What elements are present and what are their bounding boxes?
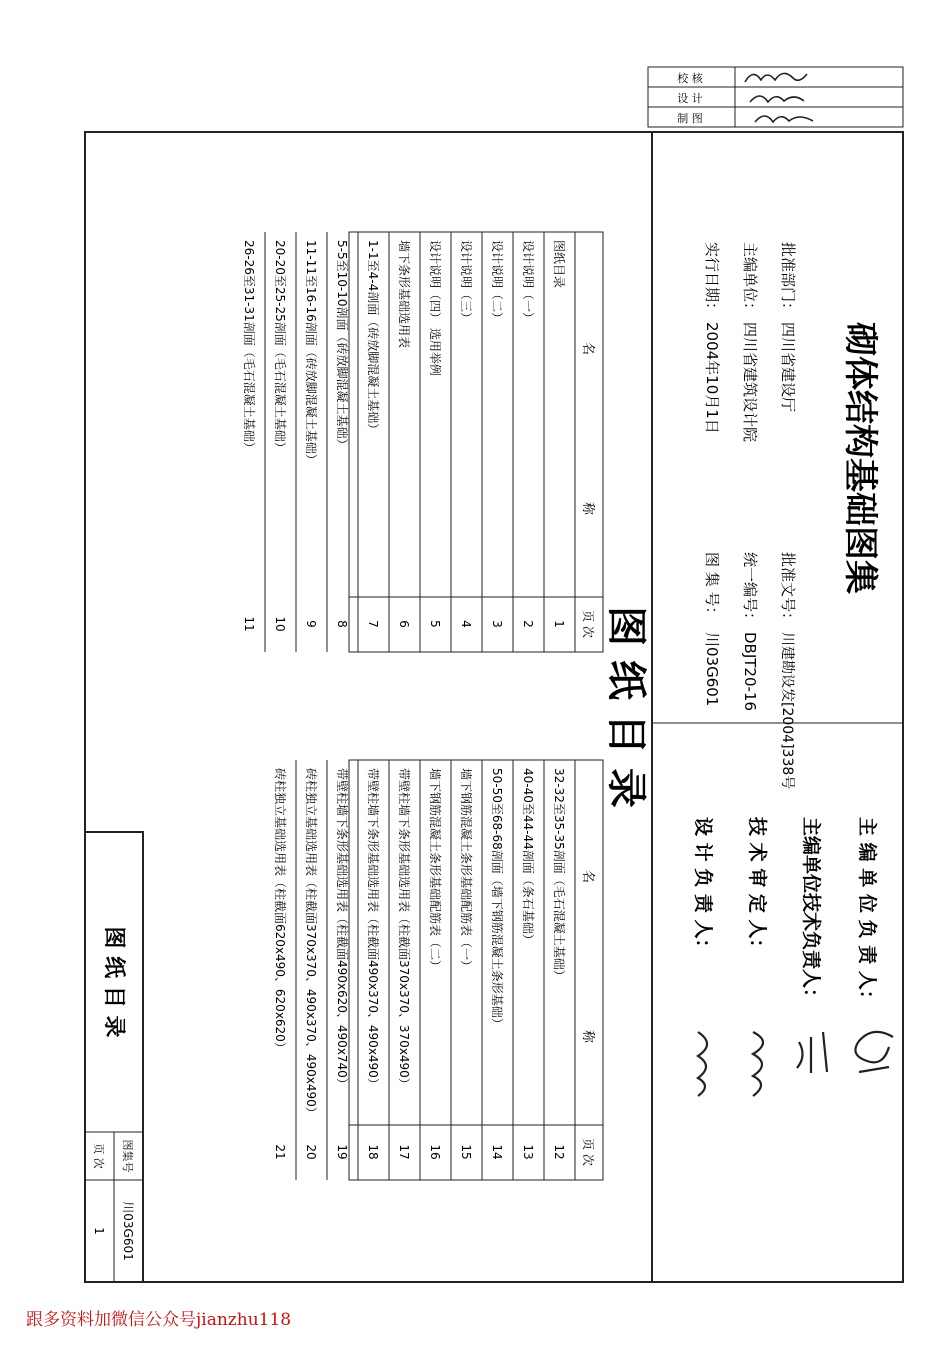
right-row-name: 带壁柱墙下条形基础选用表（柱截面490x620、490x740） — [335, 768, 349, 1090]
catalog-title: 图 纸 目 录 — [603, 606, 650, 808]
right-row-name: 墙下钢筋混凝土条形基础配筋表（二） — [428, 768, 442, 973]
left-row-name: 设计说明（一） — [521, 240, 535, 325]
right-header-name-1: 名 — [580, 870, 595, 884]
left-row-page: 11 — [242, 616, 256, 632]
editor-label: 主编单位： — [741, 242, 759, 318]
unified-no: DBJT20-16 — [741, 632, 759, 712]
titleblock-atlas-label: 图集号 — [121, 1139, 134, 1173]
right-header-page: 页 次 — [581, 1138, 595, 1166]
stamp-design: 设 计 — [677, 92, 703, 105]
atlas-no: 川03G601 — [703, 632, 721, 707]
right-row-page: 17 — [397, 1144, 411, 1160]
signature-2 — [797, 1032, 827, 1073]
titleblock-page-value: 1 — [92, 1227, 106, 1235]
left-header-name-1: 名 — [580, 342, 595, 356]
atlas-title: 砌体结构基础图集 — [840, 322, 880, 594]
responsible-1: 主 编 单 位 负 责 人： — [856, 817, 878, 1009]
titleblock-atlas-value: 川03G601 — [121, 1201, 135, 1261]
responsible-4: 设 计 负 责 人： — [692, 817, 714, 958]
signature-4 — [698, 1032, 707, 1096]
right-row-page: 16 — [428, 1144, 442, 1160]
approve-doc: 川建勘设发[2004]338号 — [779, 632, 795, 790]
left-row-name: 20-20至25-25剖面（毛石混凝土基础） — [273, 240, 287, 454]
left-row-name: 设计说明（三） — [459, 240, 473, 325]
titleblock-name: 图 纸 目 录 — [101, 926, 126, 1038]
left-row-name: 墙下条形基础选用表 — [397, 240, 411, 349]
signature-check — [745, 73, 807, 82]
unified-no-label: 统一编号： — [741, 552, 759, 628]
signature-1 — [855, 1032, 893, 1072]
right-row-name: 32-32至35-35剖面（毛石混凝土基础） — [552, 768, 566, 982]
right-row-page: 14 — [490, 1144, 504, 1160]
left-row-page: 1 — [552, 620, 566, 628]
right-row-name: 50-50至68-68剖面（墙下钢筋混凝土条形基础） — [490, 768, 504, 1030]
signature-design — [750, 96, 804, 102]
signature-draw — [755, 116, 813, 122]
approve-doc-label: 批准文号： — [779, 552, 797, 628]
approve-dept-label: 批准部门： — [779, 242, 797, 318]
left-row-page: 3 — [490, 620, 504, 628]
right-row-name: 带壁柱墙下条形基础选用表（柱截面370x370、370x490） — [397, 768, 411, 1090]
left-header-page: 页 次 — [581, 610, 595, 638]
responsible-3: 技 术 审 定 人： — [746, 817, 768, 958]
left-row-name: 图纸目录 — [552, 240, 566, 289]
title-block — [85, 832, 143, 1282]
left-row-page: 2 — [521, 620, 535, 628]
right-row-page: 20 — [304, 1144, 318, 1160]
stamp-block — [648, 67, 903, 127]
right-row-page: 13 — [521, 1144, 535, 1160]
left-header-name-2: 称 — [580, 502, 595, 516]
stamp-draw: 制 图 — [677, 112, 703, 125]
left-table — [242, 232, 603, 652]
right-row-name: 砖柱独立基础选用表（柱截面620x490、620x620） — [273, 768, 287, 1054]
right-row-page: 19 — [335, 1144, 349, 1160]
left-row-name: 设计说明（二） — [490, 240, 504, 325]
left-row-name: 1-1至4-4剖面（砖放脚混凝土基础） — [366, 240, 380, 436]
right-table — [273, 760, 603, 1180]
signature-3 — [753, 1032, 763, 1096]
date: 2004年10月1日 — [703, 322, 721, 434]
footer-note: 跟多资料加微信公众号jianzhu118 — [26, 1310, 292, 1330]
left-row-name: 5-5至10-10剖面（砖放脚混凝土基础） — [335, 240, 349, 451]
left-row-name: 11-11至16-16剖面（砖放脚混凝土基础） — [304, 240, 318, 466]
right-header-name-2: 称 — [580, 1030, 595, 1044]
responsible-2: 主编单位技术负责人： — [800, 817, 822, 1008]
titleblock-page-label: 页 次 — [92, 1143, 105, 1169]
left-row-page: 4 — [459, 620, 473, 628]
left-row-page: 8 — [335, 620, 349, 628]
right-row-name: 砖柱独立基础选用表（柱截面370x370、490x370、490x490） — [304, 768, 318, 1119]
right-row-page: 18 — [366, 1144, 380, 1160]
left-row-page: 6 — [397, 620, 411, 628]
left-row-page: 9 — [304, 620, 318, 628]
stamp-check: 校 核 — [677, 72, 703, 85]
right-row-page: 12 — [552, 1144, 566, 1160]
left-row-name: 设计说明（四） 选用举例 — [428, 240, 442, 376]
editor: 四川省建筑设计院 — [741, 322, 759, 443]
left-row-page: 10 — [273, 616, 287, 632]
left-row-page: 5 — [428, 620, 442, 628]
atlas-no-label: 图 集 号： — [703, 552, 721, 622]
right-row-name: 带壁柱墙下条形基础选用表（柱截面490x370、490x490） — [366, 768, 380, 1090]
left-row-name: 26-26至31-31剖面（毛石混凝土基础） — [242, 240, 256, 454]
right-row-page: 15 — [459, 1144, 473, 1160]
left-row-page: 7 — [366, 620, 380, 628]
date-label: 实行日期： — [703, 242, 721, 318]
approve-dept: 四川省建设厅 — [779, 322, 797, 413]
right-row-page: 21 — [273, 1144, 287, 1160]
right-row-name: 墙下钢筋混凝土条形基础配筋表（一） — [459, 768, 473, 973]
right-row-name: 40-40至44-44剖面（条石基础） — [521, 768, 535, 946]
